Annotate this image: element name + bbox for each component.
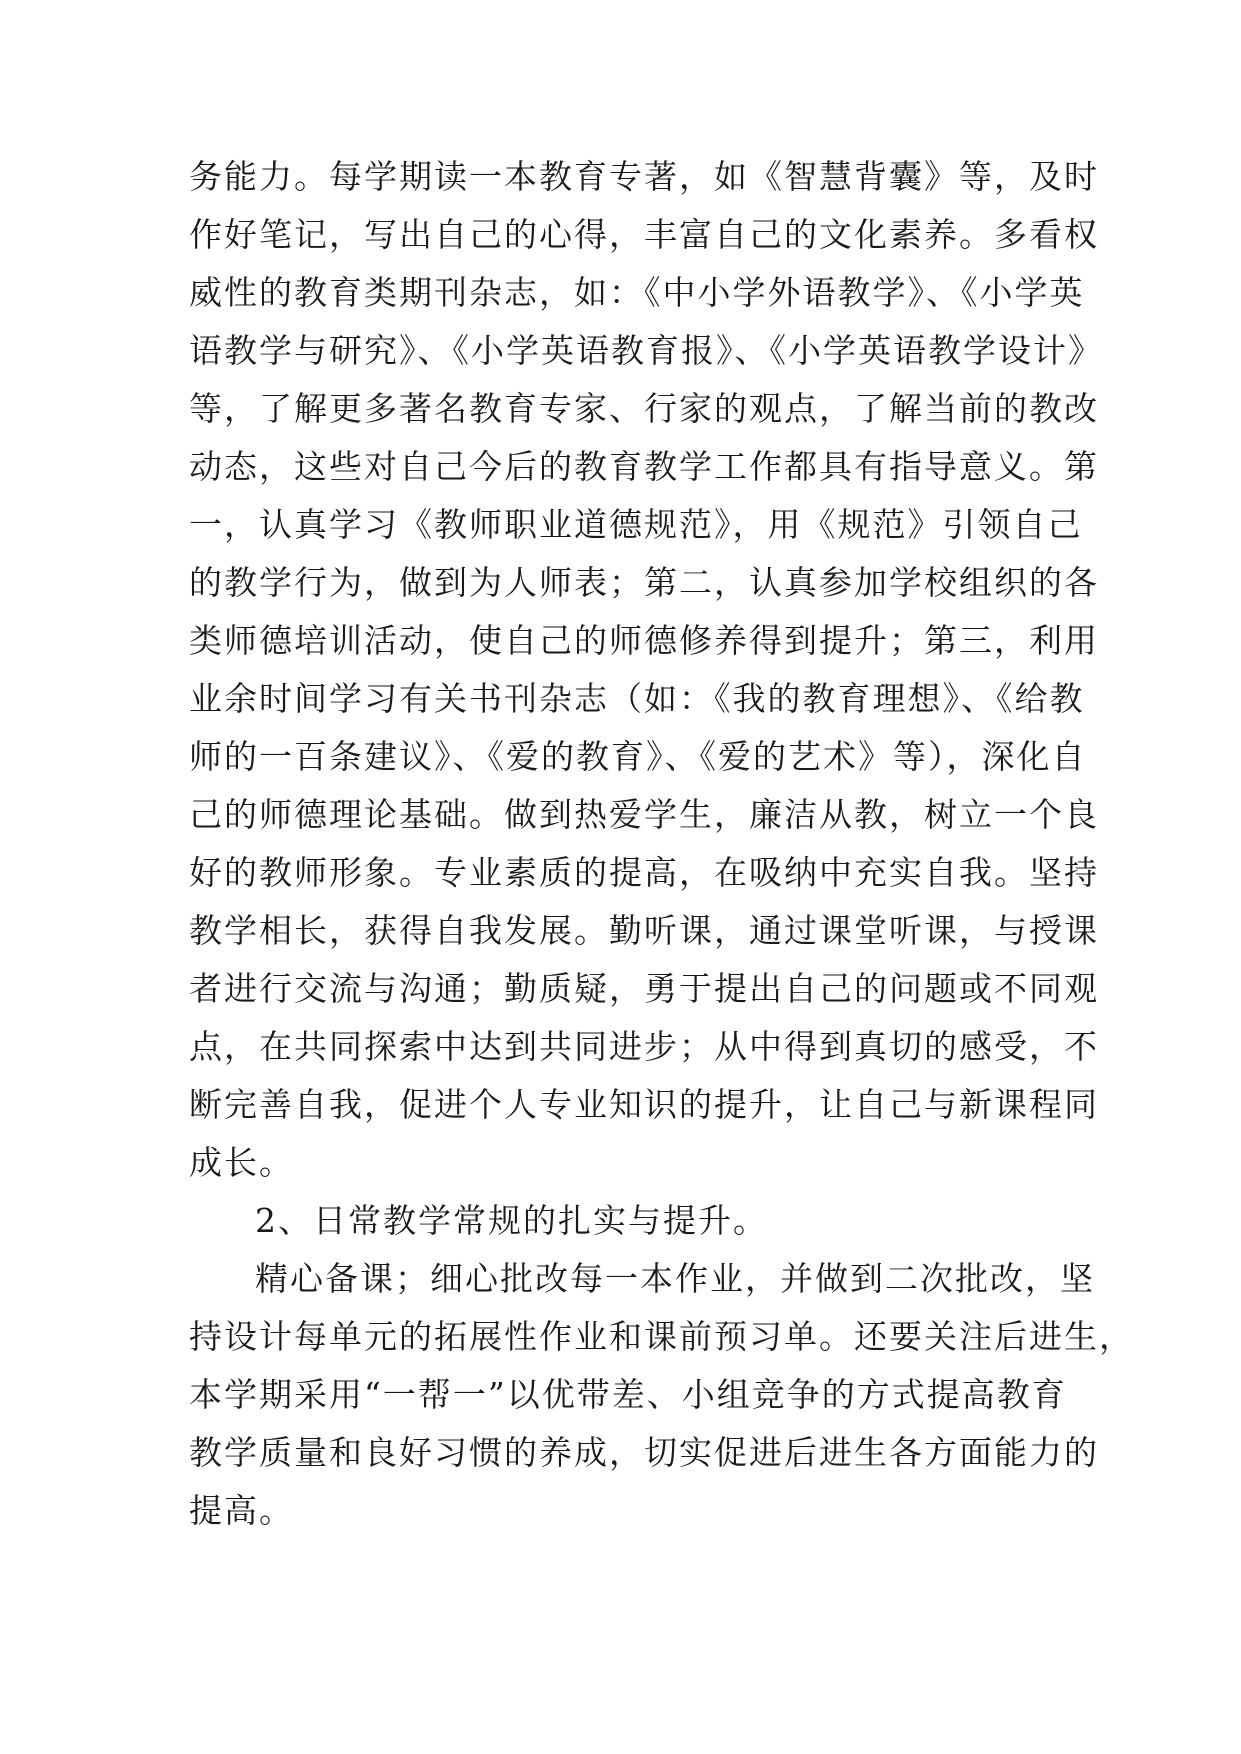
paragraph-1-line-7: 一，认真学习《教师职业道德规范》，用《规范》引领自己 (189, 505, 1083, 544)
paragraph-1-line-13: 好的教师形象。专业素质的提高，在吸纳中充实自我。坚持 (189, 853, 1099, 892)
paragraph-1-line-17: 断完善自我，促进个人专业知识的提升，让自己与新课程同 (189, 1085, 1099, 1124)
section-heading-2: 2、日常教学常规的扎实与提升。 (255, 1201, 768, 1240)
paragraph-1-line-10: 业余时间学习有关书刊杂志（如：《我的教育理想》、《给教 (189, 679, 1085, 718)
paragraph-1-line-11: 师的一百条建议》、《爱的教育》、《爱的艺术》等），深化自 (189, 737, 1087, 776)
paragraph-1-line-18: 成长。 (189, 1143, 294, 1182)
paragraph-2-line-5: 提高。 (189, 1491, 294, 1530)
paragraph-1-line-16: 点，在共同探索中达到共同进步；从中得到真切的感受，不 (189, 1027, 1099, 1066)
paragraph-1-line-8: 的教学行为，做到为人师表；第二，认真参加学校组织的各 (189, 563, 1099, 602)
paragraph-2-line-2: 持设计每单元的拓展性作业和课前预习单。还要关注后进生， (189, 1317, 1134, 1356)
paragraph-1-line-5: 等，了解更多著名教育专家、行家的观点，了解当前的教改 (189, 389, 1099, 428)
paragraph-1-line-14: 教学相长，获得自我发展。勤听课，通过课堂听课，与授课 (189, 911, 1099, 950)
paragraph-1-line-4: 语教学与研究》、《小学英语教育报》、《小学英语教学设计》 (189, 331, 1103, 370)
paragraph-2-line-4: 教学质量和良好习惯的养成，切实促进后进生各方面能力的 (189, 1433, 1099, 1472)
document-body (189, 148, 1134, 1540)
paragraph-1-line-12: 己的师德理论基础。做到热爱学生，廉洁从教，树立一个良 (189, 795, 1099, 834)
paragraph-2-line-1: 精心备课；细心批改每一本作业，并做到二次批改，坚 (255, 1259, 1095, 1298)
paragraph-1-line-1: 务能力。每学期读一本教育专著，如《智慧背囊》等，及时 (189, 157, 1099, 196)
paragraph-1-line-6: 动态，这些对自己今后的教育教学工作都具有指导意义。第 (189, 447, 1099, 486)
paragraph-1-line-2: 作好笔记，写出自己的心得，丰富自己的文化素养。多看权 (189, 215, 1099, 254)
paragraph-1-line-15: 者进行交流与沟通；勤质疑，勇于提出自己的问题或不同观 (189, 969, 1099, 1008)
paragraph-1-line-9: 类师德培训活动，使自己的师德修养得到提升；第三，利用 (189, 621, 1099, 660)
paragraph-2-line-3: 本学期采用“一帮一”以优带差、小组竞争的方式提高教育 (189, 1375, 1067, 1414)
paragraph-1-line-3: 威性的教育类期刊杂志，如：《中小学外语教学》、《小学英 (189, 273, 1085, 312)
